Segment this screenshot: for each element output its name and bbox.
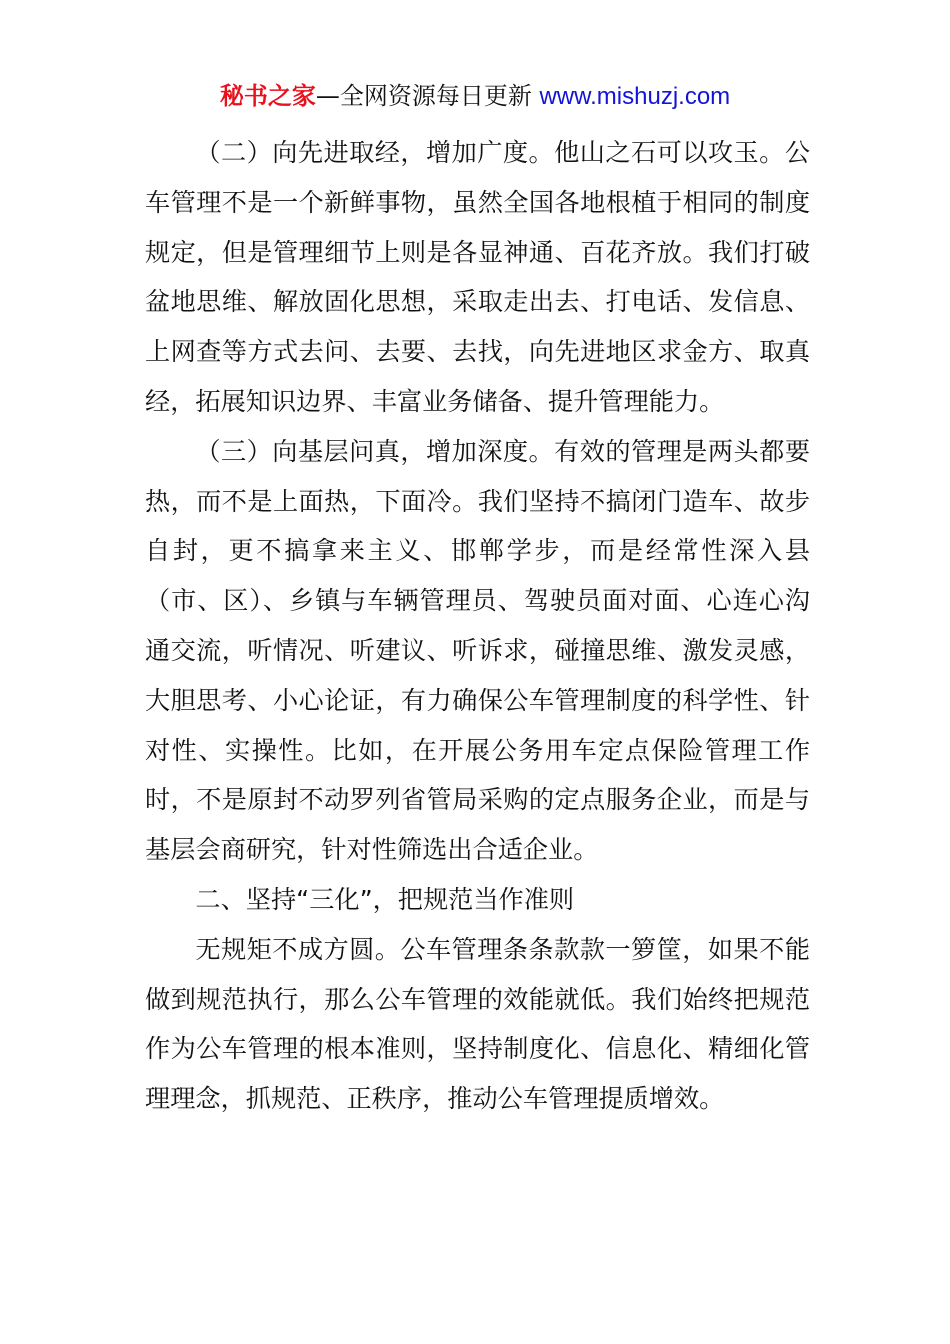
site-brand: 秘书之家 (219, 82, 316, 110)
site-header (0, 78, 950, 115)
paragraph-learn-from-advanced: （二）向先进取经，增加广度。他山之石可以攻玉。公车管理不是一个新鲜事物，虽然全国各地根植于相同的制度规定，但是管理细节上则是各显神通、百花齐放。我们打破盆地思维、解放固化思想，采取走出去、打电话、发信息、上网查等方式去问、去要、去找，向先进地区求金方、取真经，拓展知识边界、丰富业务储备、提升管理能力。 (145, 138, 810, 416)
site-url-link[interactable]: www.mishuzj.com (539, 83, 731, 110)
site-tagline: —全网资源每日更新 (315, 82, 532, 110)
paragraph-grassroots-depth: （三）向基层问真，增加深度。有效的管理是两头都要热，而不是上面热，下面冷。我们坚持不搞闭门造车、故步自封，更不搞拿来主义、邯郸学步，而是经常性深入县（市、区）、乡镇与车辆管理员、驾驶员面对面、心连心沟通交流，听情况、听建议、听诉求，碰撞思维、激发灵感，大胆思考、小心论证，有力确保公车管理制度的科学性、针对性、实操性。比如，在开展公务用车定点保险管理工作时，不是原封不动罗列省管局采购的定点服务企业，而是与基层会商研究，针对性筛选出合适企业。 (145, 436, 810, 865)
section-heading: 二、坚持“三化”，把规范当作准则 (195, 884, 575, 914)
paragraph-standardization: 无规矩不成方圆。公车管理条条款款一箩筐，如果不能做到规范执行，那么公车管理的效能就低。我们始终把规范作为公车管理的根本准则，坚持制度化、信息化、精细化管理理念，抓规范、正秩序，推动公车管理提质增效。 (145, 934, 810, 1114)
document-body (145, 128, 810, 1124)
